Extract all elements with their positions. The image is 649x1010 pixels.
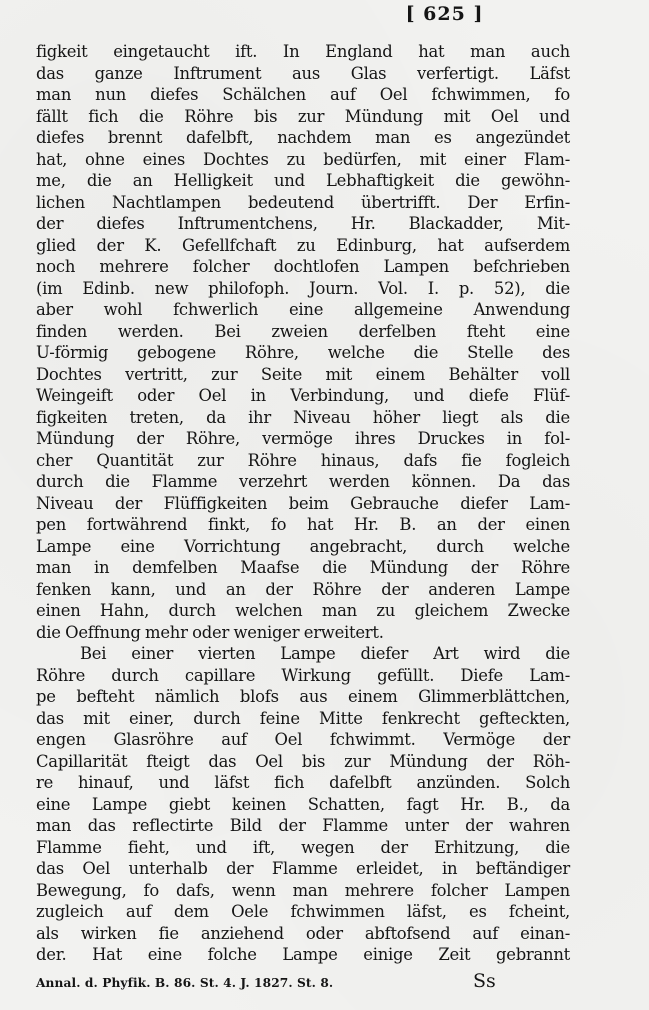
text-line: cher Quantität zur Röhre hinaus, dafs fie fogleich <box>36 450 570 470</box>
text-line: figkeiten treten, da ihr Niveau höher liegt als die <box>36 407 570 427</box>
text-line: einen Hahn, durch welchen man zu gleichem Zwecke <box>36 601 570 620</box>
text-line: lichen Nachtlampen bedeutend übertrifft. Der Erfin- <box>36 192 570 212</box>
text-line: me, die an Helligkeit und Lebhaftigkeit die gewöhn- <box>36 171 570 190</box>
paragraph-start-line: Bei einer vierten Lampe diefer Art wird die <box>80 644 570 663</box>
text-line: die Oeffnung mehr oder weniger erweitert. <box>36 622 384 642</box>
text-line: U-förmig gebogene Röhre, welche die Stelle des <box>36 343 570 362</box>
text-line: Weingeift oder Oel in Verbindung, und diefe Flüf- <box>36 386 570 405</box>
text-line: Lampe eine Vorrichtung angebracht, durch welche <box>36 536 570 556</box>
text-line: re hinauf, und läfst fich dafelbft anzünden. Solch <box>36 773 570 792</box>
text-line: fenken kann, und an der Röhre der anderen Lampe <box>36 579 570 599</box>
text-line: diefes brennt dafelbft, nachdem man es angezündet <box>36 128 570 147</box>
page-header <box>0 3 649 25</box>
text-line: pen fortwährend finkt, fo hat Hr. B. an der einen <box>36 515 570 534</box>
text-line: man das reflectirte Bild der Flamme unter der wahren <box>36 816 570 835</box>
text-line: Capillarität fteigt das Oel bis zur Mündung der Röh- <box>36 751 570 771</box>
text-line: der. Hat eine folche Lampe einige Zeit gebrannt <box>36 945 570 964</box>
text-line: engen Glasröhre auf Oel fchwimmt. Vermöge der <box>36 730 570 749</box>
page-number: [ 625 ] <box>405 3 484 25</box>
text-line: finden werden. Bei zweien derfelben fteht eine <box>36 321 570 341</box>
body-text <box>36 41 570 966</box>
text-line: das mit einer, durch feine Mitte fenkrecht gefteckten, <box>36 708 570 728</box>
text-line: eine Lampe giebt keinen Schatten, fagt Hr. B., da <box>36 794 570 814</box>
text-line: das ganze Inftrument aus Glas verfertigt. Läfst <box>36 63 570 83</box>
text-line: Röhre durch capillare Wirkung gefüllt. Diefe Lam- <box>36 665 570 685</box>
text-line: (im Edinb. new philofoph. Journ. Vol. I. p. 52), die <box>36 278 570 298</box>
text-line: hat, ohne eines Dochtes zu bedürfen, mit einer Flam- <box>36 149 570 169</box>
text-line: glied der K. Gefellfchaft zu Edinburg, hat aufserdem <box>36 235 570 255</box>
text-line: Dochtes vertritt, zur Seite mit einem Behälter voll <box>36 364 570 384</box>
signature-mark: Ss <box>473 970 496 992</box>
text-line: Niveau der Flüffigkeiten beim Gebrauche diefer Lam- <box>36 493 570 513</box>
text-line: aber wohl fchwerlich eine allgemeine Anwendung <box>36 300 570 319</box>
text-line: figkeit eingetaucht ift. In England hat man auch <box>36 42 570 61</box>
text-line: Bewegung, fo dafs, wenn man mehrere folcher Lampen <box>36 880 570 900</box>
page-footer <box>36 970 570 996</box>
text-line: Flamme fieht, und ift, wegen der Erhitzung, die <box>36 837 570 857</box>
text-line: Mündung der Röhre, vermöge ihres Druckes in fol- <box>36 429 570 448</box>
text-line: pe befteht nämlich blofs aus einem Glimmerblättchen, <box>36 687 570 706</box>
source-citation: Annal. d. Phyfik. B. 86. St. 4. J. 1827. St. 8. <box>36 976 334 990</box>
text-line: noch mehrere folcher dochtlofen Lampen befchrieben <box>36 257 570 276</box>
text-line: der diefes Inftrumentchens, Hr. Blackadder, Mit- <box>36 214 570 233</box>
text-line: fällt fich die Röhre bis zur Mündung mit Oel und <box>36 106 570 126</box>
text-line: das Oel unterhalb der Flamme erleidet, in beftändiger <box>36 859 570 878</box>
text-line: durch die Flamme verzehrt werden können. Da das <box>36 472 570 491</box>
text-line: als wirken fie anziehend oder abftofsend auf einan- <box>36 923 570 943</box>
text-line: man in demfelben Maafse die Mündung der Röhre <box>36 558 570 577</box>
text-line: man nun diefes Schälchen auf Oel fchwimmen, fo <box>36 85 570 104</box>
text-line: zugleich auf dem Oele fchwimmen läfst, es fcheint, <box>36 902 570 921</box>
